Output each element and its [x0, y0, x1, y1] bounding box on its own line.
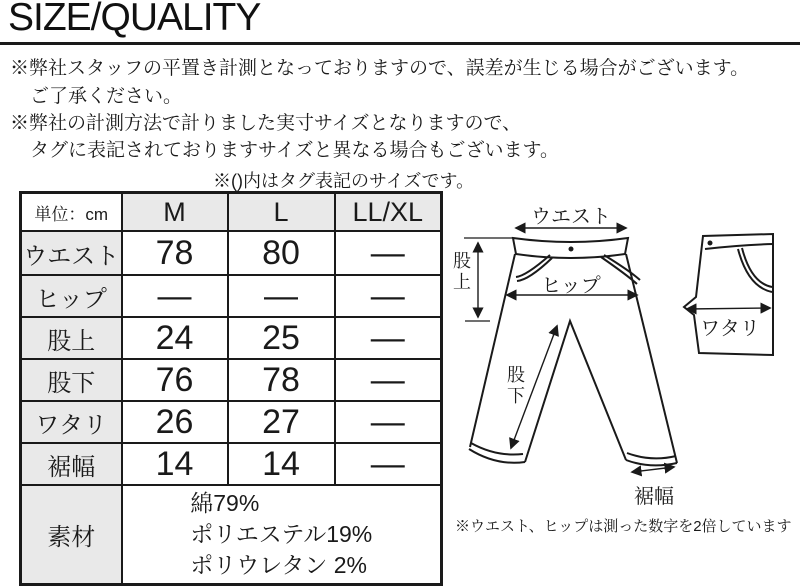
inseam-value-m: 76 [122, 359, 228, 401]
thigh-arrow [687, 308, 770, 309]
size-header-m: M [122, 193, 228, 232]
table-row-hem [21, 443, 442, 485]
page-title: SIZE/QUALITY [8, 0, 261, 39]
doubling-measurement-note: ※ウエスト、ヒップは測った数字を2倍しています [455, 518, 792, 535]
diagram-label-rise: 股上 [451, 251, 471, 293]
disclaimer-1-line-1: ※弊社スタッフの平置き計測となっておりますので、誤差が生じる場合がございます。 [10, 58, 750, 79]
material-line-2: ポリエステル19% [190, 521, 373, 547]
size-table-header-row [21, 193, 442, 232]
row-label-material: 素材 [21, 485, 122, 585]
inseam-value-llxl: — [335, 359, 442, 401]
table-row-material [21, 485, 442, 585]
tag-size-note: ※()内はタグ表記のサイズです。 [213, 171, 475, 191]
material-line-3: ポリウレタン 2% [190, 552, 367, 578]
waist-value-l: 80 [228, 231, 335, 275]
row-label-waist: ウエスト [21, 231, 122, 275]
rise-value-m: 24 [122, 317, 228, 359]
row-label-hip: ヒップ [21, 275, 122, 317]
diagram-label-inseam: 股下 [505, 365, 525, 407]
thigh-button-dot [708, 241, 713, 246]
material-content-cell [122, 485, 442, 585]
table-row-thigh [21, 401, 442, 443]
hip-value-llxl: — [335, 275, 442, 317]
hem-value-l: 14 [228, 443, 335, 485]
diagram-label-thigh: ワタリ [700, 318, 760, 340]
hip-value-l: — [228, 275, 335, 317]
waist-value-llxl: — [335, 231, 442, 275]
hip-value-m: — [122, 275, 228, 317]
hem-value-llxl: — [335, 443, 442, 485]
material-lines [190, 488, 372, 581]
thigh-value-m: 26 [122, 401, 228, 443]
rise-value-llxl: — [335, 317, 442, 359]
row-label-inseam: 股下 [21, 359, 122, 401]
waist-button-dot [569, 247, 574, 252]
diagram-label-waist: ウエスト [531, 206, 611, 228]
diagram-label-hem: 裾幅 [634, 486, 674, 508]
thigh-value-llxl: — [335, 401, 442, 443]
disclaimer-1-line-2: ご了承ください。 [30, 86, 183, 107]
title-underline [0, 42, 800, 45]
table-row-rise [21, 317, 442, 359]
row-label-rise: 股上 [21, 317, 122, 359]
waist-value-m: 78 [122, 231, 228, 275]
pants-measurement-diagram [450, 195, 800, 515]
rise-value-l: 25 [228, 317, 335, 359]
size-table [19, 191, 443, 586]
disclaimer-2-line-1: ※弊社の計測方法で計りました実寸サイズとなりますので、 [10, 113, 522, 134]
unit-header-cell: 単位：cm [21, 193, 122, 232]
diagram-label-hip: ヒップ [541, 275, 601, 297]
hem-arrow [632, 467, 674, 472]
inseam-value-l: 78 [228, 359, 335, 401]
disclaimer-2-line-2: タグに表記されておりますサイズと異なる場合もございます。 [30, 140, 559, 161]
size-header-l: L [228, 193, 335, 232]
thigh-value-l: 27 [228, 401, 335, 443]
pants-diagram-drawing [450, 195, 800, 515]
material-line-1: 綿79% [190, 490, 260, 516]
row-label-thigh: ワタリ [21, 401, 122, 443]
size-header-llxl: LL/XL [335, 193, 442, 232]
table-row-waist [21, 231, 442, 275]
table-row-hip [21, 275, 442, 317]
row-label-hem: 裾幅 [21, 443, 122, 485]
table-row-inseam [21, 359, 442, 401]
hem-value-m: 14 [122, 443, 228, 485]
